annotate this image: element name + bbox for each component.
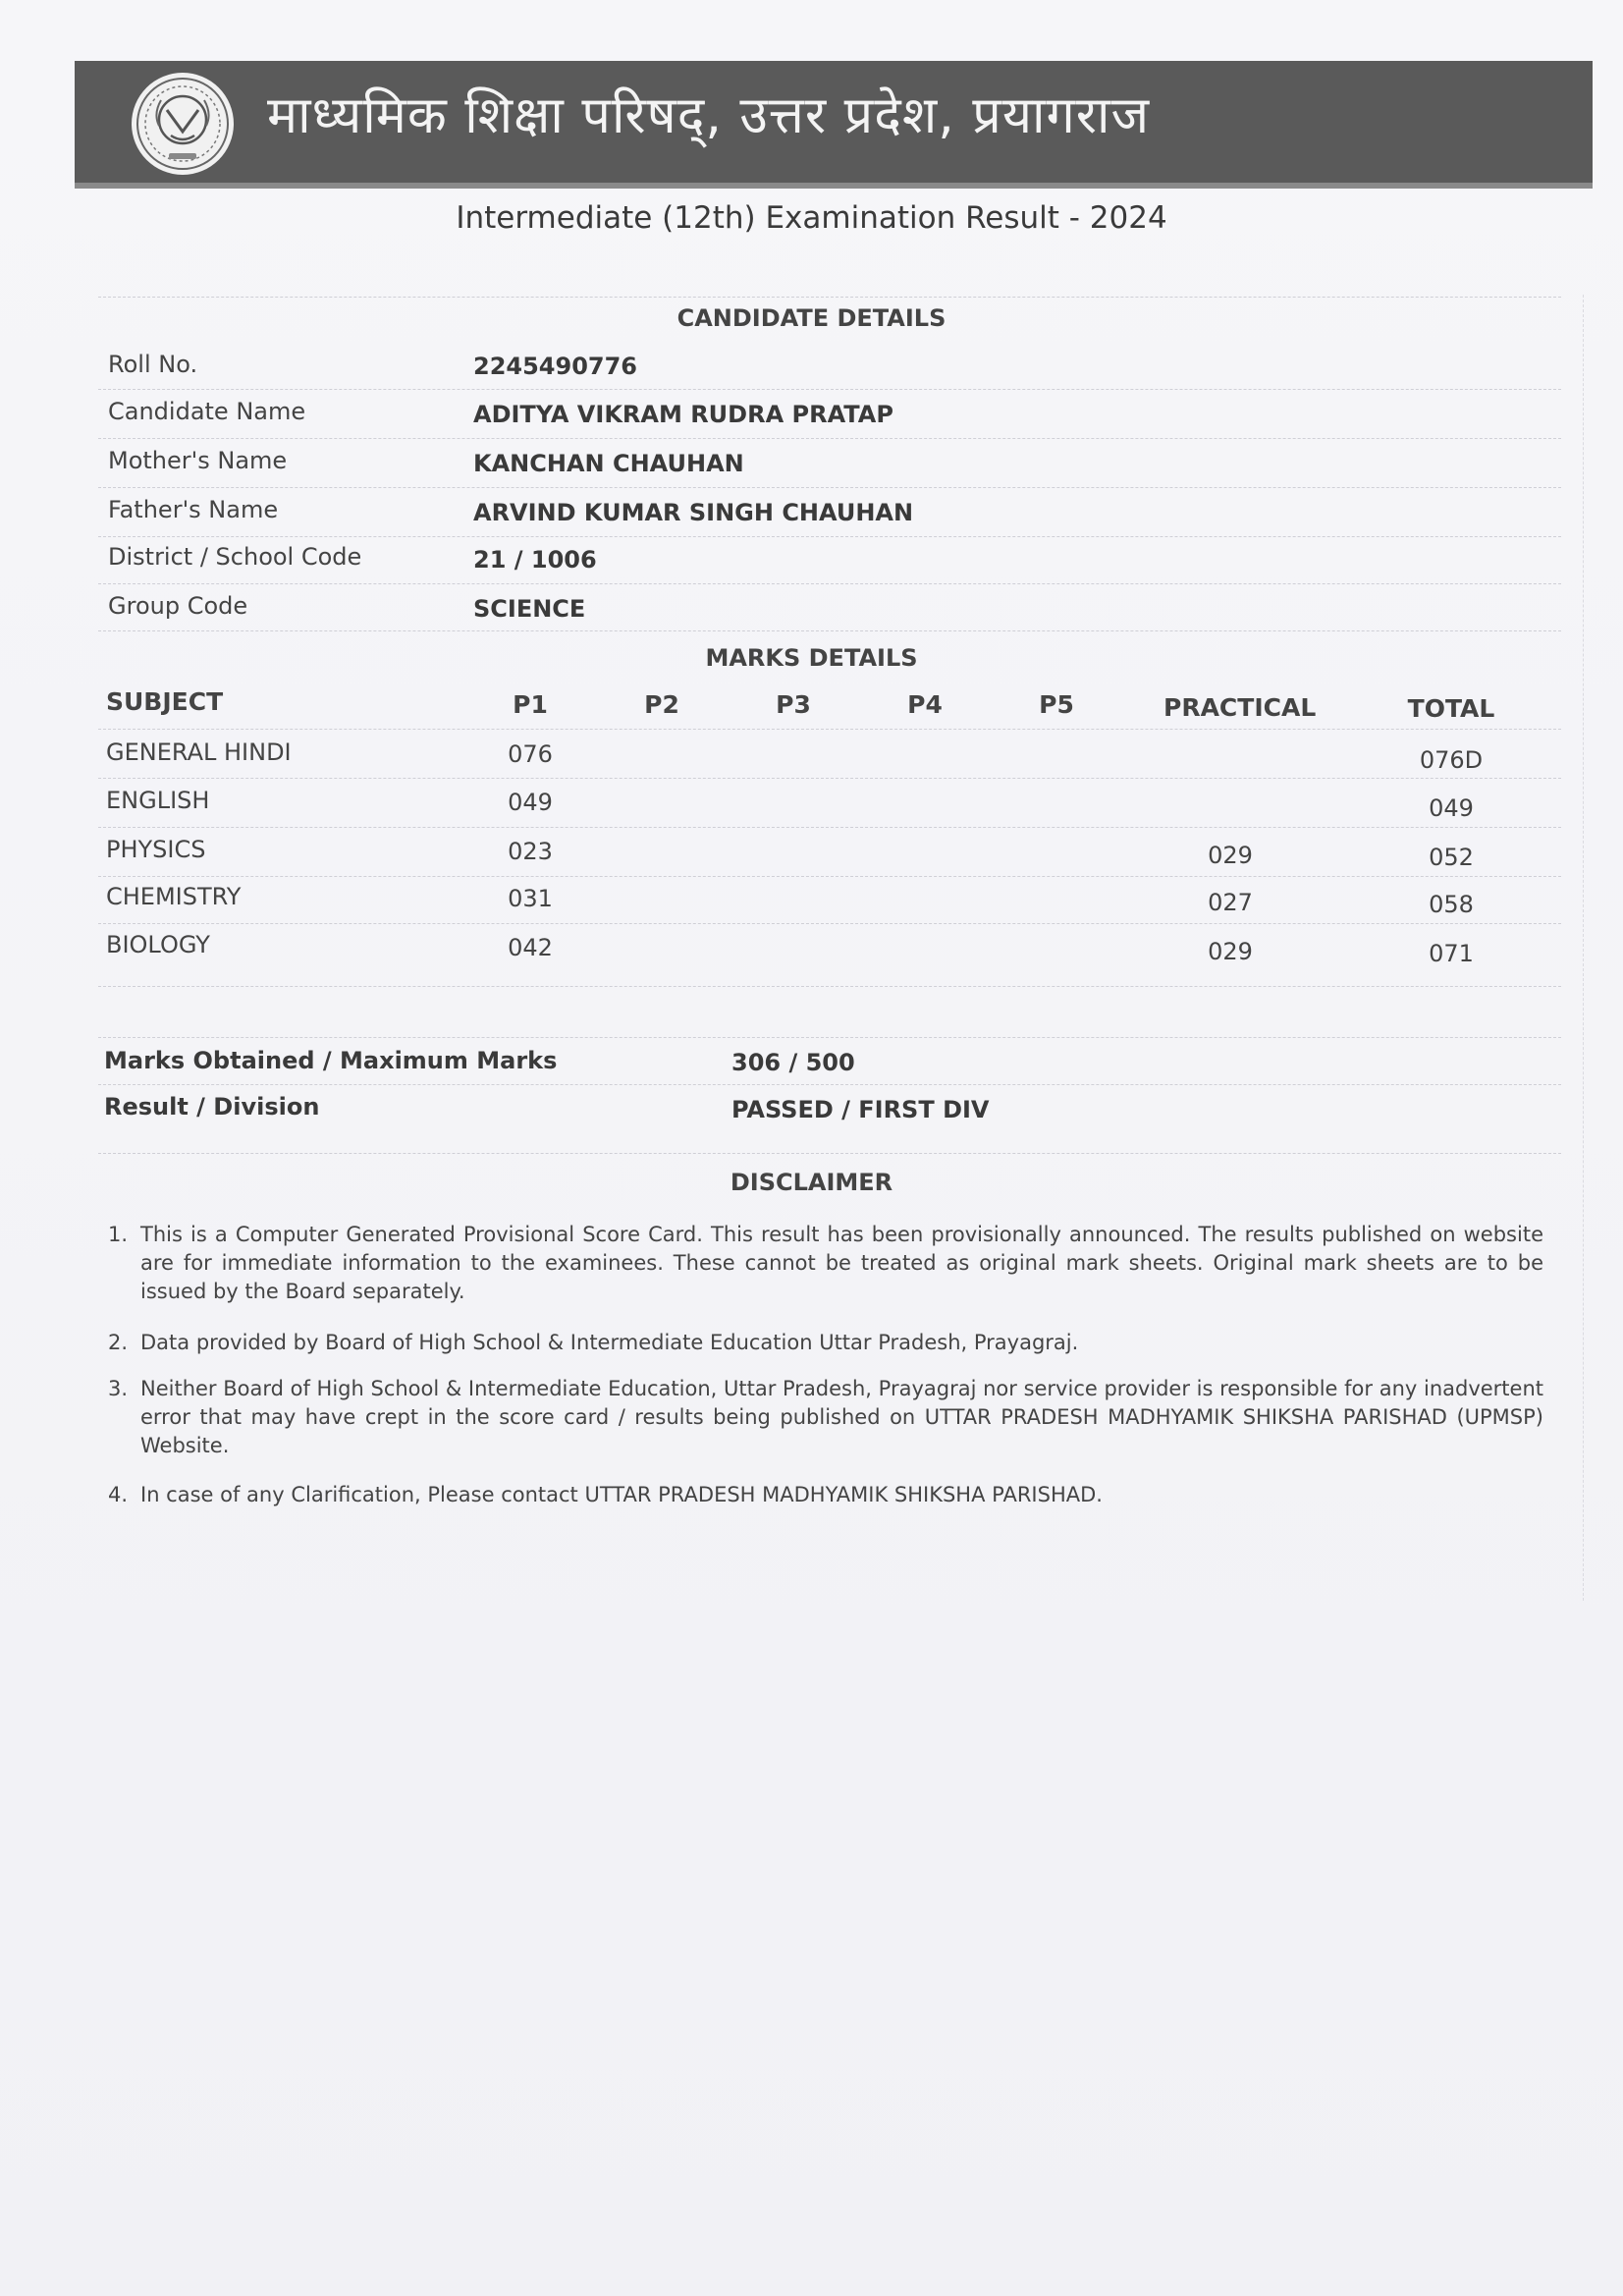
col-header-p3: P3 — [776, 690, 811, 719]
result-division-label: Result / Division — [104, 1093, 320, 1121]
total-cell: 076D — [1419, 746, 1484, 774]
col-header-practical: PRACTICAL — [1163, 693, 1317, 722]
p1-cell: 031 — [508, 885, 553, 912]
total-cell: 058 — [1429, 891, 1474, 918]
board-name-title: माध्यमिक शिक्षा परिषद्, उत्तर प्रदेश, प्रयागराज — [267, 86, 1151, 145]
header-banner — [75, 61, 1593, 189]
district-school-code-value: 21 / 1006 — [473, 546, 597, 574]
p1-cell: 076 — [508, 740, 553, 768]
disclaimer-number: 2. — [108, 1331, 129, 1354]
col-header-p4: P4 — [907, 690, 943, 719]
total-cell: 071 — [1429, 940, 1474, 967]
divider — [98, 297, 1561, 298]
disclaimer-number: 4. — [108, 1483, 129, 1506]
col-header-p1: P1 — [513, 690, 548, 719]
practical-cell: 029 — [1208, 938, 1253, 965]
marks-obtained-label: Marks Obtained / Maximum Marks — [104, 1047, 558, 1074]
col-header-subject: SUBJECT — [106, 687, 224, 716]
col-header-p5: P5 — [1039, 690, 1074, 719]
divider — [98, 583, 1561, 584]
divider — [98, 1084, 1561, 1085]
disclaimer-text: In case of any Clarification, Please contact UTTAR PRADESH MADHYAMIK SHIKSHA PARISHAD. — [140, 1483, 1103, 1506]
divider — [98, 827, 1561, 828]
subject-cell: BIOLOGY — [106, 931, 210, 958]
p1-cell: 042 — [508, 934, 553, 961]
divider — [98, 389, 1561, 390]
field-label: Mother's Name — [108, 447, 288, 474]
p1-cell: 023 — [508, 838, 553, 865]
field-label: Candidate Name — [108, 398, 306, 425]
divider — [98, 876, 1561, 877]
field-label: Group Code — [108, 592, 248, 620]
divider — [98, 986, 1561, 987]
disclaimer-text: Data provided by Board of High School & Intermediate Education Uttar Pradesh, Prayagraj. — [140, 1331, 1079, 1354]
practical-cell: 027 — [1208, 889, 1253, 916]
divider — [98, 729, 1561, 730]
subject-cell: PHYSICS — [106, 836, 206, 863]
father-name-value: ARVIND KUMAR SINGH CHAUHAN — [473, 499, 914, 526]
subject-cell: ENGLISH — [106, 787, 210, 814]
document-title: Intermediate (12th) Examination Result - 2024 — [456, 200, 1167, 236]
divider — [98, 630, 1561, 631]
divider — [98, 778, 1561, 779]
mother-name-value: KANCHAN CHAUHAN — [473, 450, 744, 477]
result-division-value: PASSED / FIRST DIV — [731, 1096, 990, 1123]
col-header-total: TOTAL — [1407, 694, 1495, 723]
disclaimer-number: 1. — [108, 1223, 129, 1246]
col-header-p2: P2 — [644, 690, 679, 719]
p1-cell: 049 — [508, 789, 553, 816]
disclaimer-text: Neither Board of High School & Intermediate Education, Uttar Pradesh, Prayagraj nor service provider is responsible for any inadvertent error that may have crept in the score card / results being published on UTTAR PRADESH MADHYAMIK SHIKSHA PARISHAD (UPMSP) Website. — [140, 1377, 1543, 1457]
field-label: District / School Code — [108, 543, 362, 571]
group-code-value: SCIENCE — [473, 595, 586, 623]
total-cell: 052 — [1429, 844, 1474, 871]
divider — [98, 487, 1561, 488]
disclaimer-item — [108, 1329, 1543, 1357]
disclaimer-number: 3. — [108, 1377, 129, 1400]
divider — [98, 923, 1561, 924]
candidate-name-value: ADITYA VIKRAM RUDRA PRATAP — [473, 401, 893, 428]
page-edge-line — [1583, 295, 1584, 1601]
roll-no-value: 2245490776 — [473, 353, 637, 380]
subject-cell: GENERAL HINDI — [106, 738, 292, 766]
total-cell: 049 — [1429, 794, 1474, 822]
divider — [98, 438, 1561, 439]
divider — [98, 1153, 1561, 1154]
disclaimer-heading: DISCLAIMER — [730, 1169, 893, 1196]
disclaimer-item — [108, 1481, 1543, 1509]
divider — [98, 1037, 1561, 1038]
upmsp-logo-icon — [130, 71, 236, 177]
practical-cell: 029 — [1208, 842, 1253, 869]
divider — [98, 536, 1561, 537]
field-label: Father's Name — [108, 496, 279, 523]
disclaimer-item — [108, 1221, 1543, 1306]
marks-obtained-value: 306 / 500 — [731, 1049, 855, 1076]
subject-cell: CHEMISTRY — [106, 883, 242, 910]
disclaimer-text: This is a Computer Generated Provisional Score Card. This result has been provisionally announced. The results published on website are for immediate information to the examinees. These cannot be treated as original mark sheets. Original mark sheets are to be issued by the Board separately. — [140, 1223, 1543, 1303]
marks-details-heading: MARKS DETAILS — [705, 644, 918, 672]
candidate-details-heading: CANDIDATE DETAILS — [676, 304, 947, 332]
field-label: Roll No. — [108, 351, 198, 378]
disclaimer-item — [108, 1375, 1543, 1460]
